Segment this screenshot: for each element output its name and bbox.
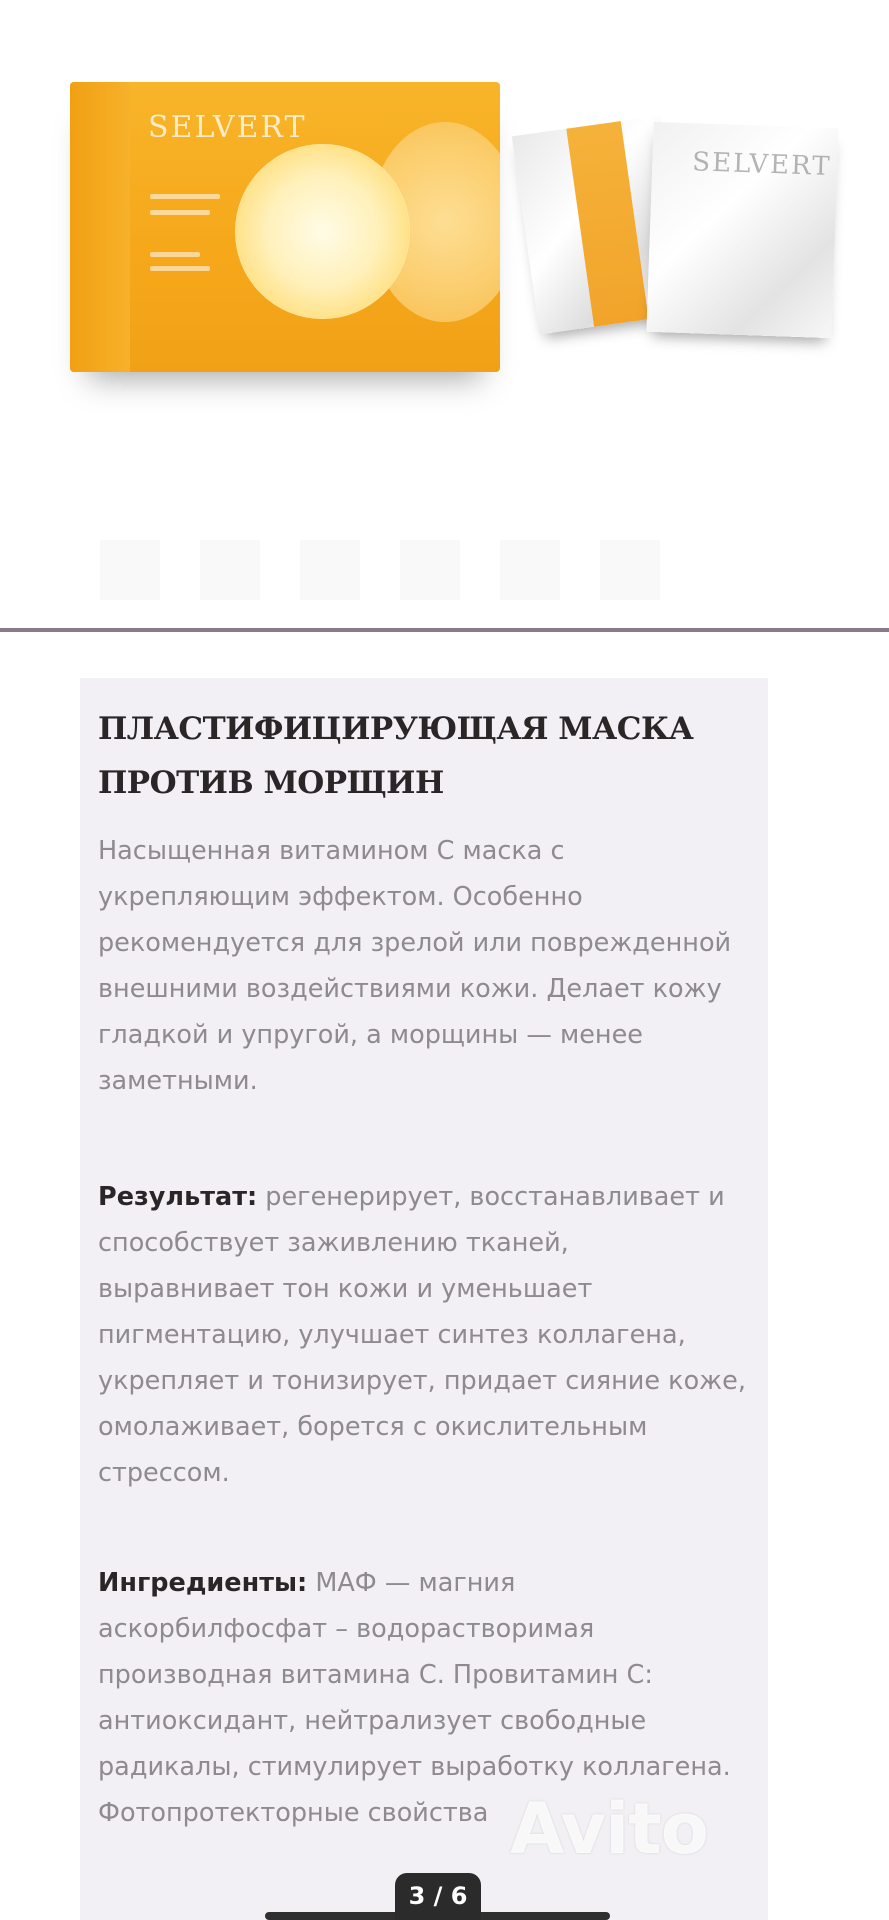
box-brand-logo: SELVERT xyxy=(148,110,307,145)
box-text-line xyxy=(150,266,210,271)
orange-slice-image xyxy=(235,144,410,319)
box-text-line xyxy=(150,252,200,257)
product-image[interactable] xyxy=(0,0,889,620)
avito-watermark: Avito xyxy=(510,1788,708,1870)
product-description: Насыщенная витамином С маска с укрепляющим эффектом. Особенно рекомендуется для зрелой или поврежденной внешними воздействиями кожи. Делает кожу гладкой и упругой, а морщины — менее заметными. xyxy=(98,836,732,1096)
section-divider xyxy=(0,628,889,632)
result-label: Результат: xyxy=(98,1182,258,1212)
result-paragraph xyxy=(98,1174,748,1496)
sachet-brand-logo: SELVERT xyxy=(691,147,832,183)
sachet-stripe xyxy=(566,121,648,327)
product-info-card xyxy=(80,678,768,1920)
box-text-line xyxy=(150,210,210,215)
ingredients-text: МАФ — магния аскорбилфосфат – водорастворимая производная витамина С. Провитамин С: антиоксидант, нейтрализует свободные радикалы, стимулирует выработку коллагена. Фотопротекторные свойства xyxy=(98,1568,731,1828)
ingredients-label: Ингредиенты: xyxy=(98,1568,308,1598)
product-title: ПЛАСТИФИЦИРУЮЩАЯ МАСКА ПРОТИВ МОРЩИН xyxy=(98,711,694,801)
image-page-counter: 3 / 6 xyxy=(395,1873,481,1920)
product-box xyxy=(70,82,500,372)
box-side xyxy=(70,82,130,372)
background-pattern xyxy=(100,540,660,600)
result-text: регенерирует, восстанавливает и способствует заживлению тканей, выравнивает тон кожи и уменьшает пигментацию, улучшает синтез коллагена, укрепляет и тонизирует, придает сияние коже, омолаживает, борется с окислительным стрессом. xyxy=(98,1182,746,1488)
sachet-back xyxy=(646,122,838,338)
box-text-line xyxy=(150,194,220,199)
